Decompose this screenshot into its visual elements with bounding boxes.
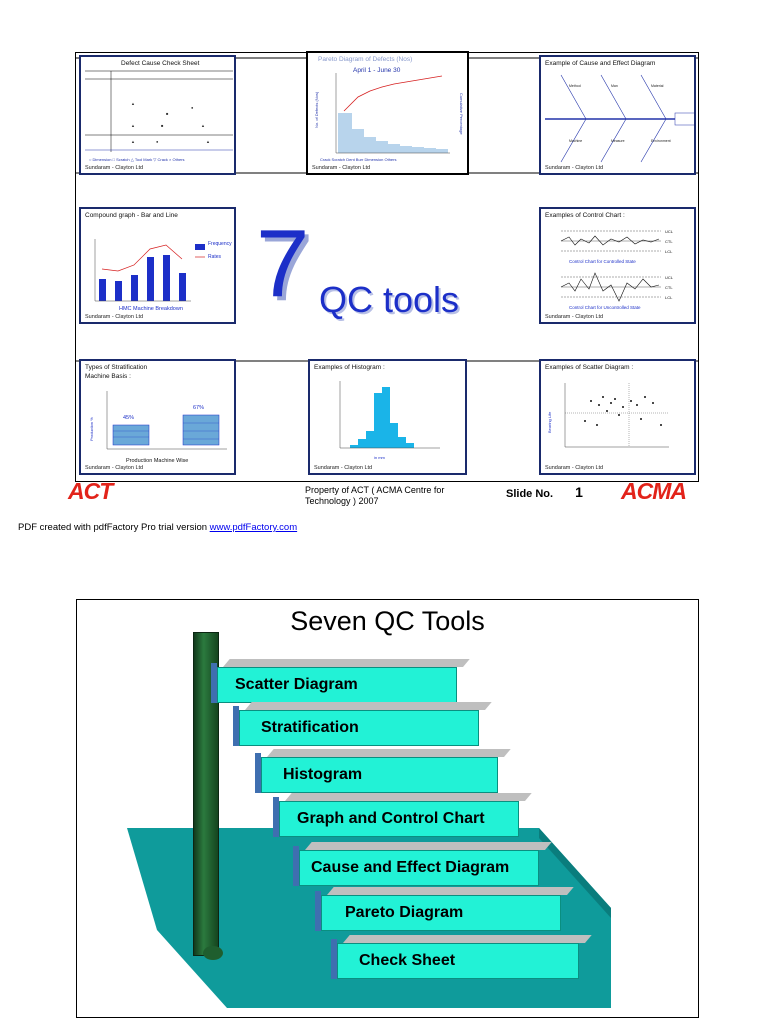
svg-text:Bearing Life: Bearing Life — [547, 411, 552, 433]
stratification-caption: Production Machine Wise — [126, 458, 189, 464]
thumb-scatter — [539, 359, 696, 475]
step-label: Stratification — [261, 719, 359, 736]
step-stratification — [239, 710, 479, 746]
svg-text:■: ■ — [161, 123, 164, 128]
big-seven: 7 — [256, 210, 310, 317]
svg-text:UCL: UCL — [665, 275, 674, 280]
step-label: Pareto Diagram — [345, 904, 464, 921]
control-title: Examples of Control Chart : — [545, 212, 625, 219]
svg-text:CTL: CTL — [665, 239, 673, 244]
stratification-label-45: 45% — [123, 415, 135, 421]
stratification-label-67: 67% — [193, 405, 205, 411]
svg-text:LCL: LCL — [665, 249, 673, 254]
svg-text:●: ● — [156, 139, 159, 144]
slide-no-value: 1 — [575, 484, 583, 500]
qc-tools-text: QC tools — [319, 279, 460, 320]
scatter-footer: Sundaram - Clayton Ltd — [545, 465, 604, 471]
pole-base — [203, 946, 223, 960]
svg-text:●: ● — [191, 105, 194, 110]
control-footer: Sundaram - Clayton Ltd — [545, 314, 604, 320]
slide-no-label: Slide No. — [506, 488, 554, 500]
compound-footer: Sundaram - Clayton Ltd — [85, 314, 144, 320]
pdffactory-link[interactable]: www.pdfFactory.com — [209, 522, 298, 533]
pdf-footer-text: PDF created with pdfFactory Pro trial version — [18, 522, 210, 533]
thumb-cause-effect — [539, 55, 696, 175]
compound-legend-frequency: Frequency — [208, 241, 232, 247]
svg-text:▲: ▲ — [131, 123, 135, 128]
histogram-footer: Sundaram - Clayton Ltd — [314, 465, 373, 471]
control-caption-1: Control Chart for Controlled State — [569, 259, 636, 264]
step-label: Graph and Control Chart — [297, 810, 485, 827]
svg-text:▲: ▲ — [131, 139, 135, 144]
cause-effect-title: Example of Cause and Effect Diagram — [545, 60, 656, 67]
step-cause-effect — [299, 850, 539, 886]
compound-caption: HMC Machine Breakdown — [119, 306, 183, 312]
property-text: Property of ACT ( ACMA Centre for Technology ) 2007 — [305, 485, 445, 506]
check-sheet-footer: Sundaram - Clayton Ltd — [85, 165, 144, 171]
thumb-check-sheet — [79, 55, 236, 175]
step-graph-control-chart — [279, 801, 519, 837]
svg-text:○ Dimension □ Scratch △ Tool: ○ Dimension □ Scratch △ Tool Mark ▽ Crack × Others — [89, 157, 185, 162]
slide-number-label — [506, 484, 583, 500]
svg-text:LCL: LCL — [665, 295, 673, 300]
pareto-subtitle: April 1 - June 30 — [353, 67, 401, 74]
slide-1 — [75, 52, 699, 482]
stratification-title: Types of Stratification — [85, 364, 148, 371]
check-sheet-title: Defect Cause Check Sheet — [121, 60, 200, 67]
thumb-compound-graph — [79, 207, 236, 324]
thumb-control-chart — [539, 207, 696, 324]
step-check-sheet — [337, 943, 579, 979]
svg-text:■: ■ — [166, 111, 169, 116]
svg-text:Crack Scratch Dent Burr Di: Crack Scratch Dent Burr Dimension Others — [320, 157, 397, 162]
step-pareto — [321, 895, 561, 931]
step-histogram — [261, 757, 498, 793]
svg-text:Material: Material — [651, 84, 664, 88]
svg-text:No. of Defects (Nos): No. of Defects (Nos) — [314, 91, 319, 128]
step-label: Check Sheet — [359, 952, 456, 969]
scatter-title: Examples of Scatter Diagram : — [545, 364, 634, 371]
pareto-footer: Sundaram - Clayton Ltd — [312, 165, 371, 171]
svg-text:CTL: CTL — [665, 285, 673, 290]
step-scatter-diagram — [217, 667, 457, 703]
thumb-pareto — [306, 51, 469, 175]
control-caption-2: Control Chart for Uncontrolled State — [569, 305, 641, 310]
cause-effect-footer: Sundaram - Clayton Ltd — [545, 165, 604, 171]
thumb-stratification — [79, 359, 236, 475]
acma-logo: ACMA — [621, 478, 686, 504]
svg-text:UCL: UCL — [665, 229, 674, 234]
pdf-footer — [18, 522, 297, 533]
pareto-title: Pareto Diagram of Defects (Nos) — [318, 56, 413, 63]
step-label: Cause and Effect Diagram — [311, 859, 510, 876]
svg-text:▲: ▲ — [201, 123, 205, 128]
svg-text:Man: Man — [611, 84, 618, 88]
slide-2 — [76, 599, 699, 1018]
stratification-footer: Sundaram - Clayton Ltd — [85, 465, 144, 471]
histogram-title: Examples of Histogram : — [314, 364, 385, 371]
stratification-subtitle: Machine Basis : — [85, 373, 131, 380]
svg-text:in mm: in mm — [374, 455, 385, 460]
act-logo: ACT — [68, 478, 113, 504]
svg-text:Method: Method — [569, 84, 581, 88]
step-label: Histogram — [283, 766, 363, 783]
svg-text:Measure: Measure — [611, 139, 625, 143]
svg-text:▲: ▲ — [206, 139, 210, 144]
compound-title: Compound graph - Bar and Line — [85, 212, 178, 219]
svg-text:Cumulative Percentage: Cumulative Percentage — [459, 93, 464, 135]
step-label: Scatter Diagram — [235, 676, 358, 693]
svg-text:▲: ▲ — [131, 101, 135, 106]
svg-text:Environment: Environment — [651, 139, 671, 143]
compound-legend-rates: Rates — [208, 254, 222, 260]
svg-text:Machine: Machine — [569, 139, 583, 143]
thumb-histogram — [308, 359, 467, 475]
svg-text:Production %: Production % — [89, 417, 94, 441]
slide-2-title: Seven QC Tools — [290, 606, 485, 636]
